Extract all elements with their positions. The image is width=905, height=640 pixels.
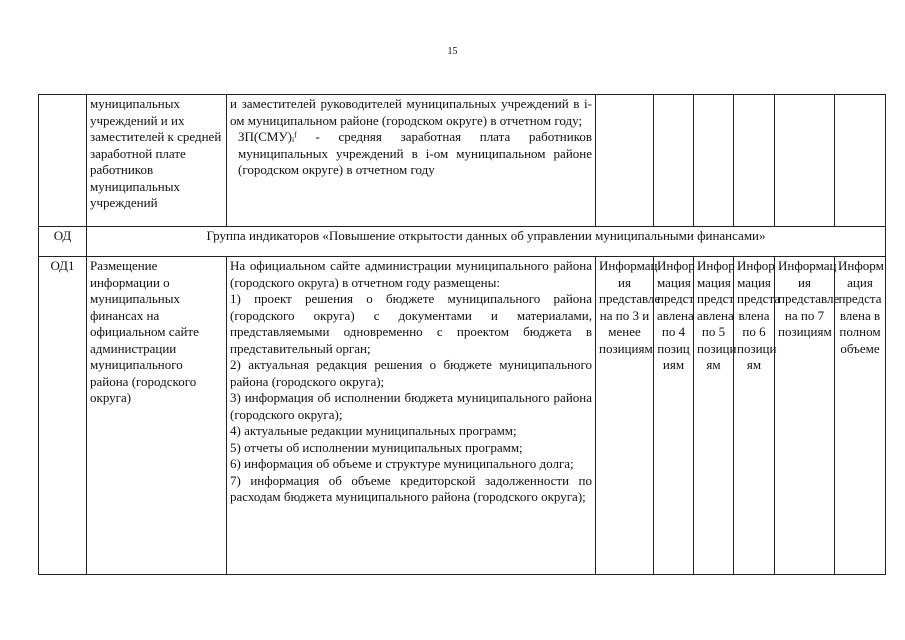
continued-description-formula: ЗП(СМУ)ᵢᶠ - средняя заработная плата работников муниципальных учреждений в i-ом муниципальном районе (городском округе) в отчетном году	[238, 129, 592, 177]
indicator-description-item: 5) отчеты об исполнении муниципальных программ;	[230, 439, 523, 455]
continued-value-cell	[654, 95, 694, 227]
continued-value-cell	[835, 95, 886, 227]
continued-code-cell	[39, 95, 87, 227]
continued-row	[39, 95, 886, 227]
continued-value-cell	[775, 95, 835, 227]
indicator-value-cell: Инфор мация предст авлена по 5 позици ям	[694, 257, 734, 575]
continued-description-text: и заместителей руководителей муниципальных учреждений в i-ом муниципальном районе (городском округе) в отчетном году;	[230, 96, 592, 128]
continued-value-cell	[734, 95, 775, 227]
indicator-value-cell: Информ ация предста влена в полном объеме	[835, 257, 886, 575]
group-code-cell: ОД	[39, 227, 87, 257]
indicator-value-cell: Информац ия представле на по 3 и менее позициям	[596, 257, 654, 575]
continued-description-cell	[227, 95, 596, 227]
indicator-description-item: 1) проект решения о бюджете муниципального района (городского округа) с документами и материалами, представляемыми одновременно с проектом бюджета в представительный орган;	[230, 291, 592, 356]
continued-name-cell: муниципальных учреждений и их заместителей к средней заработной плате работников муниципальных учреждений	[87, 95, 227, 227]
indicator-table	[38, 94, 886, 575]
indicator-code-cell: ОД1	[39, 257, 87, 575]
indicator-description-cell	[227, 257, 596, 575]
indicator-value-cell: Информац ия представле на по 7 позициям	[775, 257, 835, 575]
group-row	[39, 227, 886, 257]
indicator-value-cell: Инфор мация предст авлена по 4 позиц иям	[654, 257, 694, 575]
continued-value-cell	[596, 95, 654, 227]
indicator-description-item: 2) актуальная редакция решения о бюджете муниципального района (городского округа);	[230, 357, 592, 389]
indicator-description-intro: На официальном сайте администрации муниципального района (городского округа) в отчетном году размещены:	[230, 258, 592, 290]
indicator-name-cell: Размещение информации о муниципальных финансах на официальном сайте администрации муниципального района (городского округа)	[87, 257, 227, 575]
indicator-description-item: 7) информация об объеме кредиторской задолженности по расходам бюджета муниципального района (городского округа);	[230, 472, 592, 504]
indicator-description-item: 6) информация об объеме и структуре муниципального долга;	[230, 456, 574, 471]
group-title-cell: Группа индикаторов «Повышение открытости данных об управлении муниципальными финансами»	[87, 227, 886, 257]
continued-value-cell	[694, 95, 734, 227]
indicator-description-item: 4) актуальные редакции муниципальных программ;	[230, 423, 517, 438]
indicator-description-item: 3) информация об исполнении бюджета муниципального района (городского округа);	[230, 390, 592, 422]
indicator-value-cell: Инфор мация предста влена по 6 позици ям	[734, 257, 775, 575]
indicator-row	[39, 257, 886, 575]
page-number: 15	[447, 46, 458, 57]
